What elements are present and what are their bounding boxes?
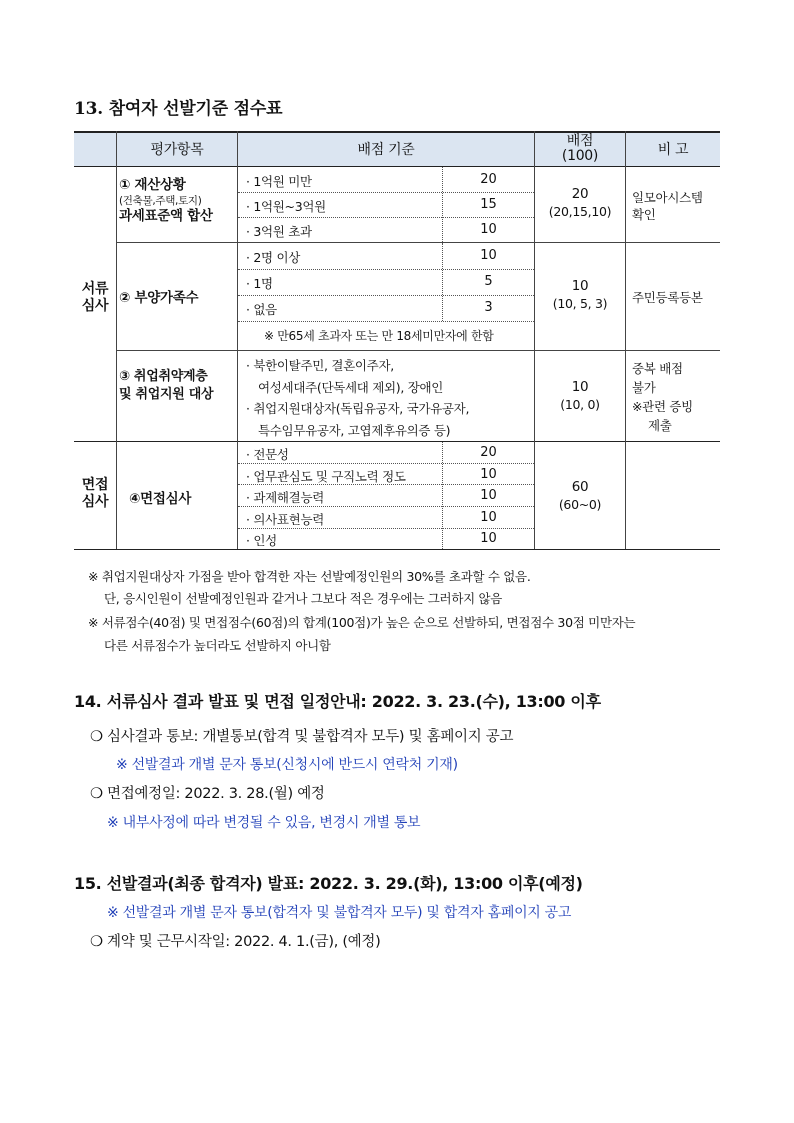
section-14-item-1: ❍ 심사결과 통보: 개별통보(합격 및 불합격자 모두) 및 홈페이지 공고 xyxy=(90,729,514,745)
table-bottom-border xyxy=(74,549,720,550)
row3-note xyxy=(632,359,722,435)
row1-criteria-1: · 1억원 미만 xyxy=(246,174,312,189)
row2-item: ② 부양가족수 xyxy=(119,290,199,306)
row2-score-sub: (10, 5, 3) xyxy=(552,296,608,311)
row4-value-3: 10 xyxy=(480,488,497,503)
row4-criteria-5: · 인성 xyxy=(246,533,277,548)
note-2-line2: 다른 서류점수가 높더라도 선발하지 아니함 xyxy=(104,638,331,653)
row1-value-1: 20 xyxy=(480,172,497,187)
row3-note-line4: 제출 xyxy=(648,418,672,433)
row3-item-line1: ③ 취업취약계층 xyxy=(119,369,208,384)
row4-value-2: 10 xyxy=(480,467,497,482)
row4-dotted-4 xyxy=(238,528,534,529)
row3-note-line3: ※관련 증빙 xyxy=(632,399,693,414)
row1-item-line3: 과세표준액 합산 xyxy=(119,208,213,224)
row2-criteria-note: ※ 만65세 초과자 또는 만 18세미만자에 한함 xyxy=(264,329,494,343)
row4-score xyxy=(535,479,625,513)
row4-dotted-3 xyxy=(238,506,534,507)
row1-item xyxy=(119,177,239,225)
row3-item-line2: 및 취업지원 대상 xyxy=(119,387,214,402)
row1-value-3: 10 xyxy=(480,222,497,237)
section-14-item-2-note: ※ 내부사정에 따라 변경될 수 있음, 변경시 개별 통보 xyxy=(107,815,421,831)
row2-score-main: 10 xyxy=(571,278,589,294)
row3-item xyxy=(119,368,239,404)
note-1-line1: ※ 취업지원대상자 가점을 받아 합격한 자는 선발예정인원의 30%를 초과할 수 없음. xyxy=(88,569,531,584)
row4-criteria-4: · 의사표현능력 xyxy=(246,512,324,527)
row1-bottom-line xyxy=(116,242,720,243)
row2-dotted-3 xyxy=(238,321,534,322)
row1-criteria-2: · 1억원~3억원 xyxy=(246,199,326,214)
header-note: 비 고 xyxy=(657,142,689,158)
group-divider-line xyxy=(74,441,720,442)
group-interview-review xyxy=(74,477,116,511)
row4-score-sub: (60~0) xyxy=(558,497,602,512)
row1-item-line2: (건축물,주택,토지) xyxy=(119,195,202,207)
row2-value-1: 10 xyxy=(480,248,497,263)
row3-score xyxy=(535,379,625,413)
row3-text-line4: 특수임무유공자, 고엽제후유의증 등) xyxy=(258,422,451,438)
group-document-line2: 심사 xyxy=(81,298,109,314)
header-score-line1: 배점 xyxy=(566,133,594,149)
row1-score-sub: (20,15,10) xyxy=(548,204,612,219)
header-score-line2: (100) xyxy=(561,148,599,164)
section-14-title: 14. 서류심사 결과 발표 및 면접 일정안내: 2022. 3. 23.(수), 13:00 이후 xyxy=(74,692,601,711)
section-15-item-1-note: ※ 선발결과 개별 문자 통보(합격자 및 불합격자 모두) 및 합격자 홈페이지 공고 xyxy=(107,905,572,921)
group-interview-line2: 심사 xyxy=(81,494,109,510)
row1-note-line2: 확인 xyxy=(632,207,656,222)
row1-item-line1: ① 재산상황 xyxy=(119,177,186,193)
row4-value-1: 20 xyxy=(480,445,497,460)
row3-criteria-text xyxy=(246,355,536,441)
row4-value-4: 10 xyxy=(480,510,497,525)
row3-text-line3: · 취업지원대상자(독립유공자, 국가유공자, xyxy=(246,401,470,416)
section-13-title: 13. 참여자 선발기준 점수표 xyxy=(74,99,283,119)
row3-note-line1: 중복 배점 xyxy=(632,361,683,376)
row1-score xyxy=(535,186,625,220)
group-document-review xyxy=(74,281,116,315)
row2-dotted-1 xyxy=(238,269,534,270)
header-score xyxy=(535,132,625,166)
row4-item: ④면접심사 xyxy=(129,491,192,507)
header-item: 평가항목 xyxy=(150,142,204,158)
row1-note xyxy=(632,189,722,223)
row4-value-5: 10 xyxy=(480,531,497,546)
note-1-line2: 단, 응시인원이 선발예정인원과 같거나 그보다 적은 경우에는 그러하지 않음 xyxy=(104,591,503,606)
row2-score xyxy=(535,278,625,312)
row4-criteria-3: · 과제해결능력 xyxy=(246,490,324,505)
row3-score-main: 10 xyxy=(571,379,589,395)
row2-value-2: 5 xyxy=(484,274,493,289)
row1-dotted-1 xyxy=(238,192,534,193)
row2-dotted-2 xyxy=(238,295,534,296)
row2-value-3: 3 xyxy=(484,300,493,315)
score-table xyxy=(74,131,720,550)
section-15-title: 15. 선발결과(최종 합격자) 발표: 2022. 3. 29.(화), 13:00 이후(예정) xyxy=(74,874,583,893)
header-criteria: 배점 기준 xyxy=(357,142,415,158)
row1-dotted-2 xyxy=(238,217,534,218)
row3-note-line2: 불가 xyxy=(632,380,656,395)
row4-criteria-1: · 전문성 xyxy=(246,447,289,462)
row3-text-line1: · 북한이탈주민, 결혼이주자, xyxy=(246,358,394,373)
section-14-item-2: ❍ 면접예정일: 2022. 3. 28.(월) 예정 xyxy=(90,786,325,802)
row2-criteria-2: · 1명 xyxy=(246,276,273,291)
group-interview-line1: 면접 xyxy=(81,477,109,493)
row1-score-main: 20 xyxy=(571,186,589,202)
note-2-line1: ※ 서류점수(40점) 및 면접점수(60점)의 합계(100점)가 높은 순으로 선발하되, 면접점수 30점 미만자는 xyxy=(88,615,636,630)
col-line-1 xyxy=(116,131,117,549)
row1-value-2: 15 xyxy=(480,197,497,212)
section-14-item-1-note: ※ 선발결과 개별 문자 통보(신청시에 반드시 연락처 기재) xyxy=(116,757,458,773)
row2-criteria-1: · 2명 이상 xyxy=(246,250,300,265)
row2-bottom-line xyxy=(116,350,720,351)
row3-score-sub: (10, 0) xyxy=(560,397,600,412)
row2-criteria-3: · 없음 xyxy=(246,302,277,317)
row3-text-line2: 여성세대주(단독세대 제외), 장애인 xyxy=(258,379,444,395)
row1-criteria-3: · 3억원 초과 xyxy=(246,224,312,239)
section-15-item-2: ❍ 계약 및 근무시작일: 2022. 4. 1.(금), (예정) xyxy=(90,934,381,950)
row1-note-line1: 일모아시스템 xyxy=(632,190,703,205)
col-line-5 xyxy=(625,131,626,549)
row2-note: 주민등록등본 xyxy=(632,290,703,305)
row4-dotted-1 xyxy=(238,463,534,464)
group-document-line1: 서류 xyxy=(81,281,109,297)
header-bottom-line xyxy=(74,166,720,167)
row4-score-main: 60 xyxy=(571,479,589,495)
row4-criteria-2: · 업무관심도 및 구직노력 정도 xyxy=(246,469,406,484)
